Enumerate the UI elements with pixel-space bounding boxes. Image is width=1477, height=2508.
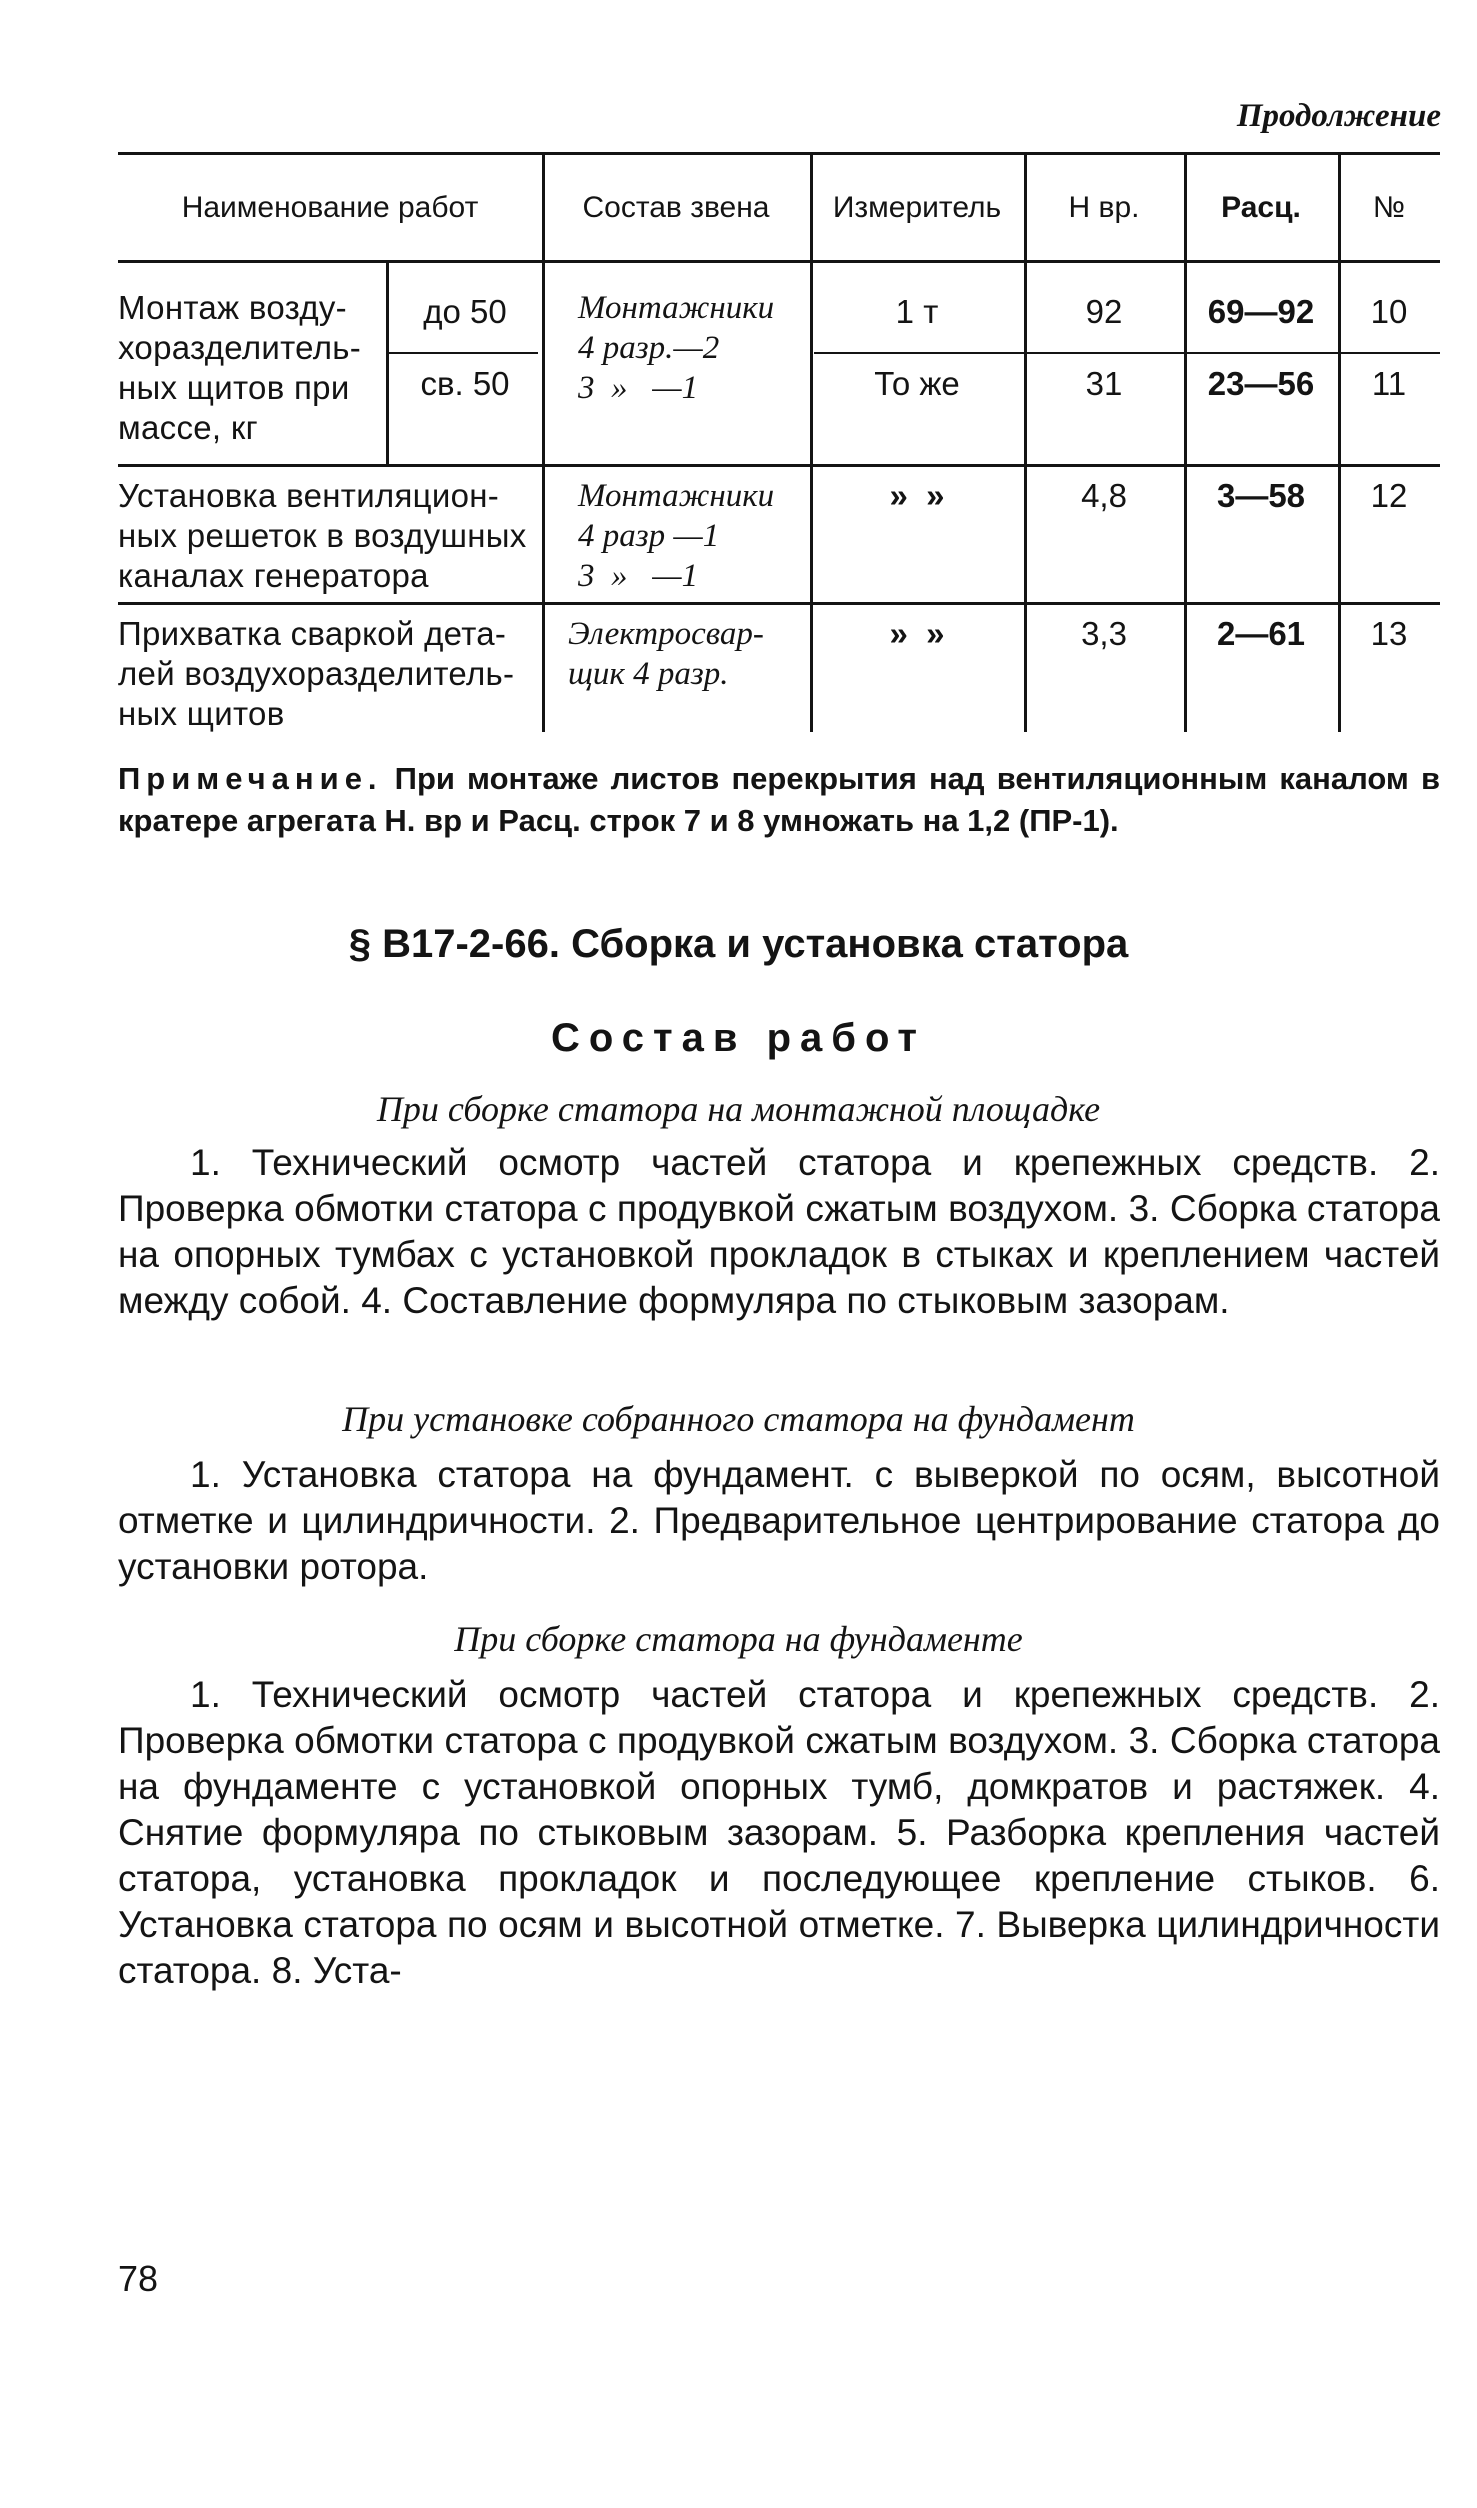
row-name-line: хоразделитель- (118, 329, 362, 366)
crew-line: Монтажники (578, 290, 775, 326)
unit-cell: » » (889, 477, 945, 514)
rasc-cell: 69—92 (1207, 293, 1315, 330)
subsection-text: 1. Установка статора на фундамент. с выверкой по осям, высотной отметке и цилиндричности. 2. Предварительное центрирование статора до установки ротора. (118, 1454, 1440, 1587)
mass-cell: св. 50 (420, 365, 510, 402)
table-col-rule (386, 260, 389, 464)
section-title: § В17-2-66. Сборка и установка статора (348, 922, 1129, 966)
rasc-cell: 2—61 (1216, 615, 1306, 652)
subsection-text: 1. Технический осмотр частей статора и крепежных средств. 2. Проверка обмотки статора с продувкой сжатым воздухом. 3. Сборка статора на опорных тумбах с установкой прокладок в стыках и креплением частей между собой. 4. Составление формуляра по стыковым зазорам. (118, 1142, 1440, 1321)
note-text: При монтаже листов перекрытия над вентиляционным каналом в кратере агрегата Н. вр и Расц. строк 7 и 8 умножать на 1,2 (ПР-1). (118, 761, 1440, 838)
unit-cell: 1 т (895, 293, 939, 330)
row-name-line: массе, кг (118, 409, 258, 446)
header-works: Наименование работ (181, 191, 479, 224)
nvr-cell: 92 (1085, 293, 1123, 330)
row-name-line: ных щитов (118, 695, 285, 732)
table-top-rule (118, 152, 1440, 155)
nvr-cell: 3,3 (1081, 615, 1127, 652)
subsection-title: При сборке статора на монтажной площадке (376, 1089, 1101, 1129)
subsection-title: При установке собранного статора на фундамент (342, 1399, 1135, 1439)
table-note (118, 758, 1440, 842)
num-cell: 12 (1370, 477, 1408, 514)
unit-cell: » » (889, 615, 945, 652)
subsection-text: 1. Технический осмотр частей статора и крепежных средств. 2. Проверка обмотки статора с продувкой сжатым воздухом. 3. Сборка статора на фундаменте с установкой опорных тумб, домкратов и растяжек. 4. Снятие формуляра по стыковым зазорам. 5. Разборка крепления частей статора, установка прокладок и последующее крепление стыков. 6. Установка статора по осям и высотной отметке. 7. Выверка цилиндричности статора. 8. Уста- (118, 1674, 1440, 1991)
header-rasc: Расц. (1221, 191, 1301, 224)
table-row-rule (118, 602, 1440, 605)
table-row-rule (118, 464, 1440, 467)
crew-line: Электросвар- (568, 616, 764, 652)
header-unit: Измеритель (832, 191, 1002, 224)
crew-line: 4 разр —1 (578, 518, 720, 554)
row-name-line: каналах генератора (118, 557, 429, 594)
crew-line: 3 » —1 (578, 558, 699, 594)
table-subrow-rule (388, 352, 538, 354)
rasc-cell: 23—56 (1207, 365, 1315, 402)
row-name-line: Монтаж возду- (118, 289, 347, 326)
nvr-cell: 4,8 (1081, 477, 1127, 514)
crew-line: Монтажники (578, 478, 775, 514)
header-num: № (1372, 191, 1406, 224)
row-name-line: Прихватка сваркой дета- (118, 615, 507, 652)
note-label: Примечание. (118, 761, 383, 796)
num-cell: 10 (1370, 293, 1408, 330)
crew-line: 3 » —1 (578, 370, 699, 406)
crew-line: 4 разр.—2 (578, 330, 720, 366)
page-number: 78 (118, 2258, 159, 2299)
rasc-cell: 3—58 (1216, 477, 1306, 514)
subsection-title: При сборке статора на фундаменте (454, 1619, 1023, 1659)
row-name-line: Установка вентиляцион- (118, 477, 500, 514)
header-nvr: Н вр. (1068, 191, 1140, 224)
crew-line: щик 4 разр. (568, 656, 729, 692)
row-name-line: ных решеток в воздушных (118, 517, 527, 554)
table-subrow-rule (814, 352, 1440, 354)
header-crew: Состав звена (582, 191, 770, 224)
num-cell: 13 (1370, 615, 1408, 652)
table-header-rule (118, 260, 1440, 263)
row-name-line: ных щитов при (118, 369, 350, 406)
composition-title: Состав работ (551, 1016, 926, 1060)
row-name-line: лей воздухоразделитель- (118, 655, 515, 692)
mass-cell: до 50 (423, 293, 507, 330)
nvr-cell: 31 (1085, 365, 1123, 402)
num-cell: 11 (1371, 365, 1407, 402)
table-col-rule (542, 152, 545, 732)
unit-cell: То же (874, 365, 960, 402)
continuation-label: Продолжение (1236, 98, 1441, 134)
